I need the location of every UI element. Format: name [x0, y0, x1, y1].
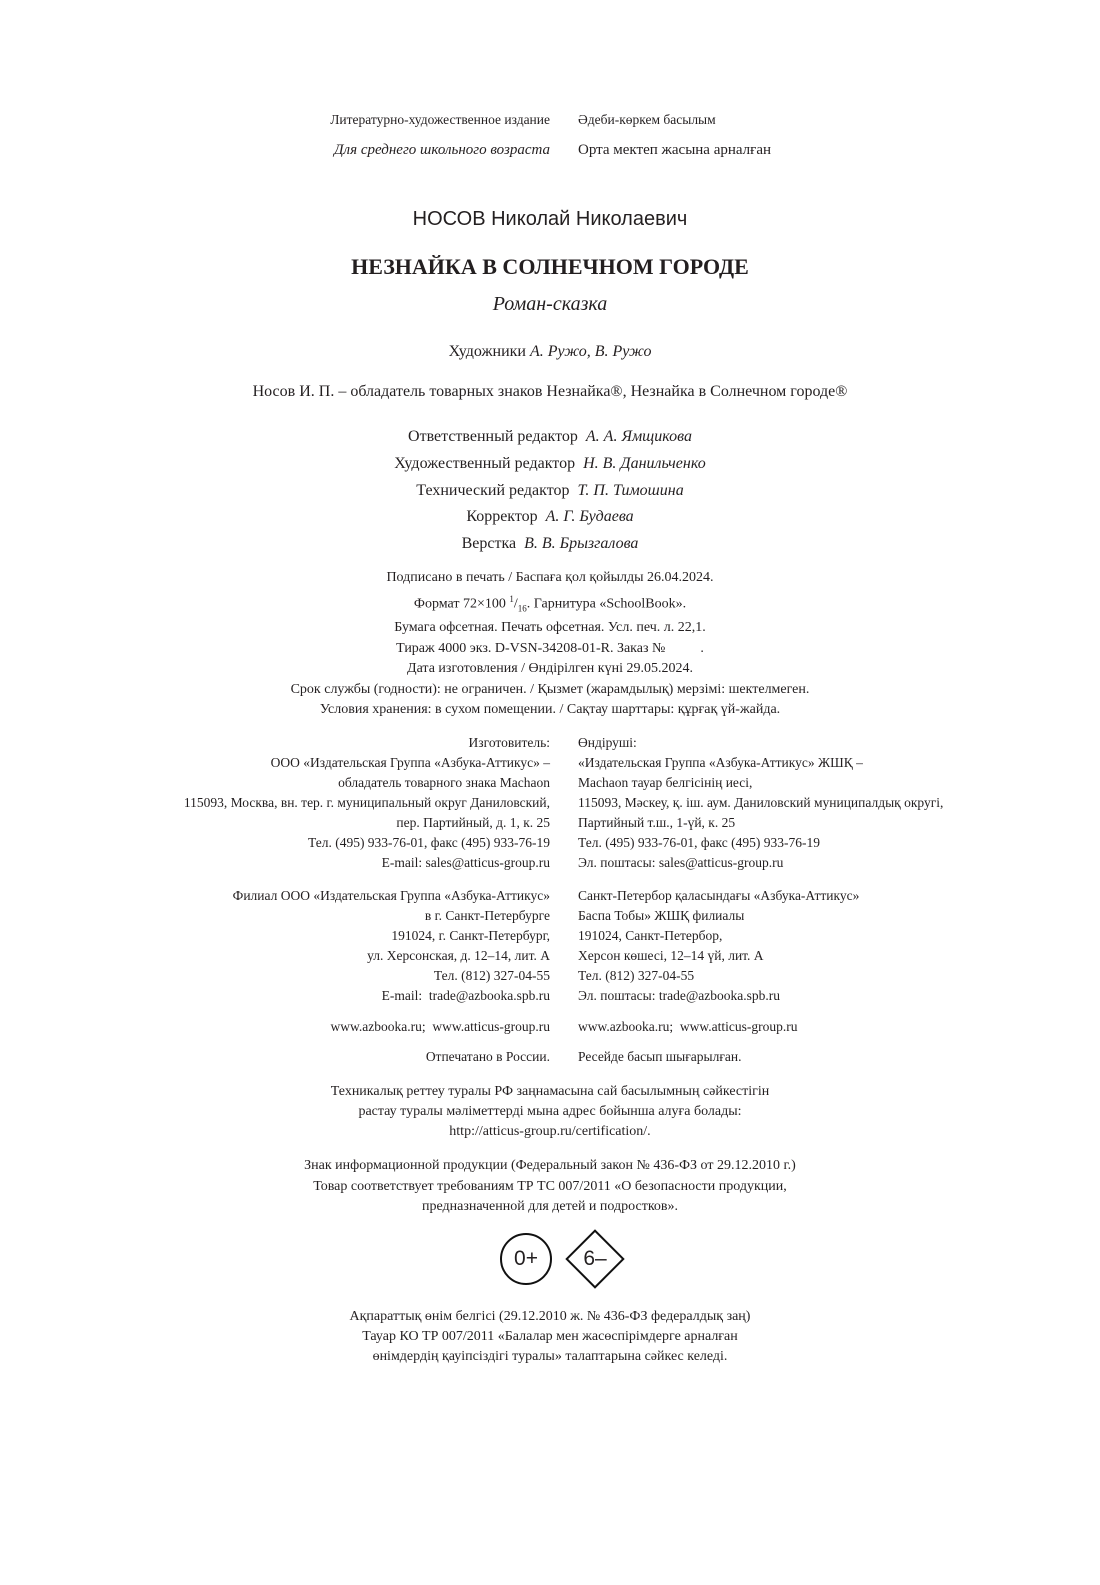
edition-type-kz: Әдеби-көркем басылым: [578, 112, 716, 127]
editor-line: [0, 478, 1100, 505]
format-num: 1: [509, 593, 514, 604]
info-sign-line: Товар соответствует требованиям ТР ТС 007/2011 «О безопасности продукции,: [313, 1178, 787, 1194]
contact-ru: 115093, Москва, вн. тер. г. муниципальный округ Даниловский,: [183, 795, 550, 810]
printed-ru: Отпечатано в России.: [425, 1049, 550, 1064]
edition-type-block: [0, 110, 1100, 160]
imprint-block: [0, 568, 1100, 721]
format-den: 16: [517, 602, 527, 613]
contact-row: [0, 773, 1100, 793]
contact-row: [0, 926, 1100, 946]
branch-block: [0, 886, 1100, 1006]
contact-kz: «Издательская Группа «Азбука-Аттикус» ЖШҚ –: [578, 755, 863, 770]
contact-row: [0, 966, 1100, 986]
contact-row: [0, 853, 1100, 873]
contact-row: [0, 733, 1100, 753]
contact-kz: Баспа Тобы» ЖШҚ филиалы: [578, 908, 745, 923]
trademark-note: Носов И. П. – обладатель товарных знаков Незнайка®, Незнайка в Солнечном городе®: [252, 383, 848, 400]
contact-kz: Өндіруші:: [578, 735, 637, 750]
editor-line: [0, 531, 1100, 558]
artists-names: А. Ружо, В. Ружо: [529, 343, 652, 360]
contact-ru: 191024, г. Санкт-Петербург,: [391, 928, 550, 943]
contact-kz: Партийный т.ш., 1-үй, к. 25: [578, 815, 736, 830]
info-sign-line: Тауар КО ТР 007/2011 «Балалар мен жасөспірімдерге арналған: [362, 1329, 738, 1344]
websites-ru: www.azbooka.ru; www.atticus-group.ru: [330, 1019, 550, 1034]
contact-kz: Тел. (495) 933-76-01, факс (495) 933-76-19: [578, 835, 821, 850]
contact-ru: ООО «Издательская Группа «Азбука-Аттикус» –: [270, 755, 550, 770]
contact-row: [0, 813, 1100, 833]
author: НОСОВ Николай Николаевич: [412, 208, 688, 230]
imprint-storage: Условия хранения: в сухом помещении. / Сақтау шарттары: құрғақ үй-жайда.: [319, 702, 781, 718]
artists-line: [0, 343, 1100, 361]
contact-kz: Machaon тауар белгісінің иесі,: [578, 775, 753, 790]
certification-line: Техникалық реттеу туралы РФ заңнамасына сай басылымның сәйкестігін: [330, 1084, 770, 1099]
editor-role: Технический редактор: [416, 481, 570, 499]
contact-ru: E-mail: trade@azbooka.spb.ru: [381, 988, 550, 1003]
info-sign-kz-block: [0, 1307, 1100, 1367]
contact-ru: обладатель товарного знака Machaon: [338, 775, 550, 790]
contact-ru: в г. Санкт-Петербурге: [424, 908, 550, 923]
manufacturer-block: [0, 733, 1100, 873]
age-group-kz: Орта мектеп жасына арналған: [578, 142, 772, 158]
info-sign-line: Ақпараттық өнім белгісі (29.12.2010 ж. № 436-ФЗ федералдық заң): [349, 1309, 751, 1324]
websites-kz: www.azbooka.ru; www.atticus-group.ru: [578, 1019, 798, 1034]
editor-line: [0, 504, 1100, 531]
contact-row: [0, 886, 1100, 906]
contact-ru: ул. Херсонская, д. 12–14, лит. А: [367, 948, 550, 963]
imprint-service-life: Срок службы (годности): не ограничен. / Қызмет (жарамдылық) мерзімі: шектелмеген.: [290, 681, 810, 697]
editor-role: Верстка: [461, 535, 517, 553]
editor-role: Ответственный редактор: [408, 428, 578, 445]
certification-url: http://atticus-group.ru/certification/.: [449, 1124, 651, 1139]
editor-name: Т. П. Тимошина: [577, 481, 684, 499]
contact-ru: E-mail: sales@atticus-group.ru: [381, 855, 550, 870]
contact-ru: Изготовитель:: [468, 735, 550, 750]
printed-kz: Ресейде басып шығарылған.: [578, 1049, 742, 1064]
editor-name: В. В. Брызгалова: [524, 535, 639, 553]
info-sign-line: Знак информационной продукции (Федеральный закон № 436-ФЗ от 29.12.2010 г.): [304, 1158, 796, 1173]
certification-line: растау туралы мәліметтерді мына адрес бойынша алуға болады:: [358, 1104, 742, 1119]
book-subtitle: Роман-сказка: [492, 293, 608, 315]
contact-row: [0, 906, 1100, 926]
imprint-format: Формат 72×100 $^1/_{16}$. Гарнитура «SchoolBook».: [413, 593, 687, 613]
imprint-paper: Бумага офсетная. Печать офсетная. Усл. печ. л. 22,1.: [394, 620, 706, 636]
artists-label: Художники: [448, 343, 526, 360]
contact-kz: Санкт-Петербор қаласындағы «Азбука-Аттикус»: [578, 888, 860, 903]
contact-row: [0, 753, 1100, 773]
contact-row: [0, 986, 1100, 1006]
age-circle-icon: [500, 1233, 552, 1285]
info-sign-line: предназначенной для детей и подростков».: [421, 1199, 679, 1214]
book-title: НЕЗНАЙКА В СОЛНЕЧНОМ ГОРОДЕ: [351, 254, 749, 279]
editor-role: Корректор: [466, 508, 538, 526]
websites-row: [0, 1017, 1100, 1037]
contact-row: [0, 833, 1100, 853]
imprint-print-run: Тираж 4000 экз. D-VSN-34208-01-R. Заказ № .: [396, 640, 704, 656]
contact-kz: Эл. поштасы: sales@atticus-group.ru: [578, 855, 784, 870]
printed-row: [0, 1047, 1100, 1067]
contact-ru: Тел. (495) 933-76-01, факс (495) 933-76-19: [307, 835, 550, 850]
edition-type-ru: Литературно-художественное издание: [330, 112, 550, 127]
contact-ru: Тел. (812) 327-04-55: [433, 968, 550, 983]
contact-kz: Херсон көшесі, 12–14 үй, лит. А: [578, 948, 764, 963]
format-text: Формат 72×100: [413, 596, 506, 612]
age-circle-label: 0+: [514, 1247, 538, 1270]
editor-name: Н. В. Данильченко: [583, 454, 706, 472]
editor-name: А. Г. Будаева: [545, 508, 634, 526]
editors-list: [0, 424, 1100, 558]
imprint-date: Дата изготовления / Өндірілген күні 29.05.2024.: [407, 661, 693, 677]
editor-line: [0, 451, 1100, 478]
imprint-signed: Подписано в печать / Баспаға қол қойылды 26.04.2024.: [386, 570, 714, 585]
info-sign-ru-block: [0, 1156, 1100, 1218]
format-font: . Гарнитура «SchoolBook».: [526, 596, 687, 612]
contact-row: [0, 793, 1100, 813]
contact-ru: Филиал ООО «Издательская Группа «Азбука-Аттикус»: [232, 888, 550, 903]
contact-kz: Эл. поштасы: trade@azbooka.spb.ru: [578, 988, 780, 1003]
editor-line: [0, 424, 1100, 451]
editor-role: Художественный редактор: [394, 454, 576, 472]
age-diamond-label: 6–: [583, 1247, 607, 1270]
certification-block: [0, 1082, 1100, 1142]
info-sign-line: өнімдердің қауіпсіздігі туралы» талаптарына сәйкес келеді.: [372, 1349, 728, 1364]
contact-kz: 115093, Мәскеу, қ. іш. аум. Даниловский муниципалдық округі,: [578, 795, 944, 810]
contact-kz: Тел. (812) 327-04-55: [578, 968, 695, 983]
age-group-ru: Для среднего школьного возраста: [334, 142, 550, 158]
contact-ru: пер. Партийный, д. 1, к. 25: [396, 815, 550, 830]
contact-kz: 191024, Санкт-Петербор,: [578, 928, 723, 943]
contact-row: [0, 946, 1100, 966]
editor-name: А. А. Ямщикова: [585, 428, 692, 445]
